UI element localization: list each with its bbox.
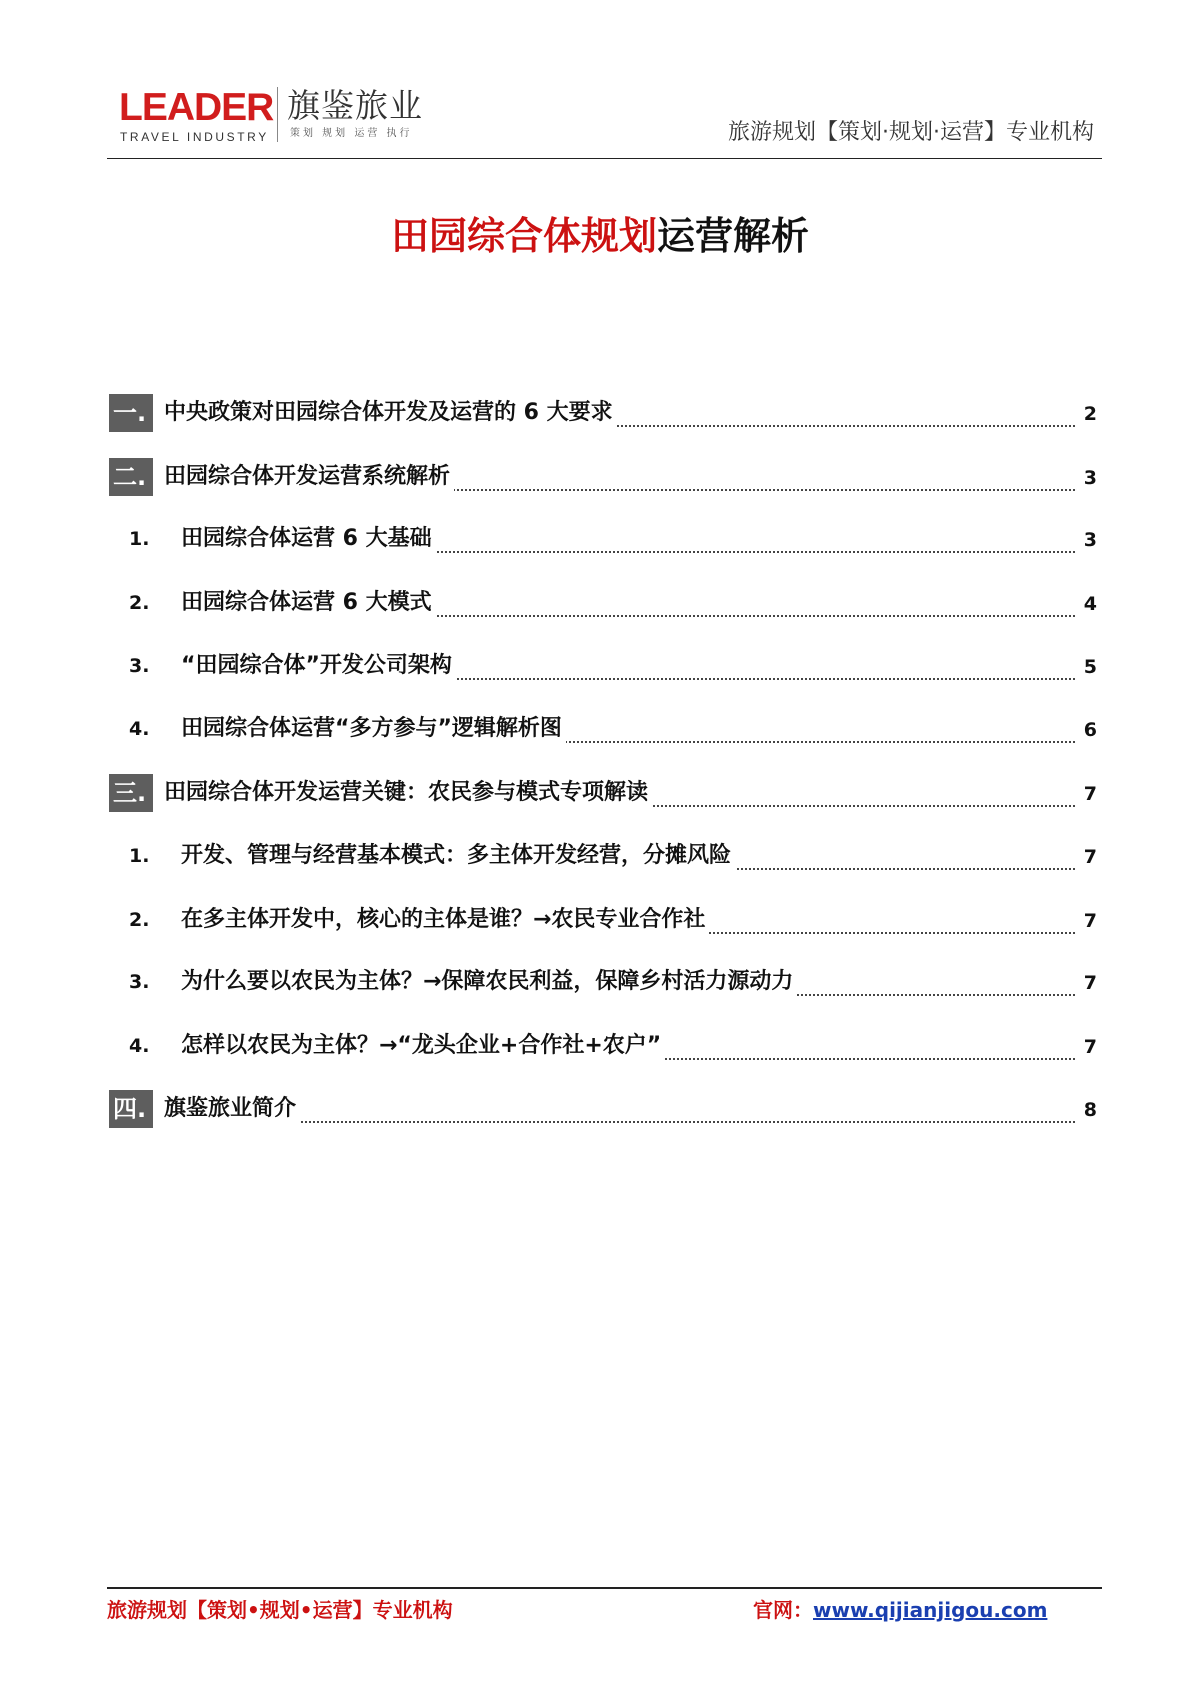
toc-entry-title: 旗鉴旅业简介 [164,1094,300,1124]
page-header [107,84,1102,159]
toc-entry-3-4[interactable] [107,1026,1097,1066]
toc-subsection-number: 4. [129,718,150,740]
toc-section-badge: 三. [109,774,153,812]
toc-page-number: 4 [1083,593,1097,615]
toc-leader-dots [164,1099,1075,1123]
title-black-part: 运营解析 [657,214,810,258]
toc-entry-title: 为什么要以农民为主体？→保障农民利益，保障乡村活力源动力 [181,967,797,997]
toc-entry-title: 开发、管理与经营基本模式：多主体开发经营，分摊风险 [181,841,735,871]
toc-entry-title: 中央政策对田园综合体开发及运营的 6 大要求 [164,398,617,428]
toc-entry-3-2[interactable] [107,900,1097,940]
toc-section-badge: 二. [109,458,153,496]
toc-page-number: 2 [1083,403,1097,425]
toc-subsection-number: 1. [129,528,150,550]
toc-entry-4[interactable] [107,1089,1097,1129]
toc-entry-title: 田园综合体运营 6 大基础 [181,524,436,554]
website-link[interactable]: www.qijianjigou.com [813,1598,1048,1622]
toc-page-number: 7 [1083,783,1097,805]
toc-page-number: 3 [1083,467,1097,489]
logo-subtitle: TRAVEL INDUSTRY [120,130,269,144]
logo-divider [277,87,278,142]
footer-website [753,1597,1047,1623]
toc-section-badge: 四. [109,1090,153,1128]
toc-entry-2[interactable] [107,457,1097,497]
toc-page-number: 7 [1083,1036,1097,1058]
toc-entry-2-3[interactable] [107,646,1097,686]
toc-entry-2-1[interactable] [107,519,1097,559]
toc-subsection-number: 4. [129,1035,150,1057]
toc-entry-title: 怎样以农民为主体？→“龙头企业+合作社+农户” [181,1031,665,1061]
footer-tagline: 旅游规划【策划•规划•运营】专业机构 [107,1598,453,1622]
toc-entry-title: “田园综合体”开发公司架构 [181,651,456,681]
toc-page-number: 8 [1083,1099,1097,1121]
toc-entry-3-3[interactable] [107,962,1097,1002]
toc-subsection-number: 3. [129,971,150,993]
footer-divider [107,1587,1102,1589]
toc-entry-title: 在多主体开发中，核心的主体是谁？→农民专业合作社 [181,905,709,935]
toc-entry-title: 田园综合体开发运营系统解析 [164,462,454,492]
toc-entry-3-1[interactable] [107,836,1097,876]
brand-subtitle: 策划 规划 运营 执行 [290,128,413,139]
toc-entry-title: 田园综合体运营 6 大模式 [181,588,436,618]
toc-subsection-number: 2. [129,909,150,931]
toc-page-number: 6 [1083,719,1097,741]
leader-logo: LEADER [119,86,274,129]
toc-entry-2-4[interactable] [107,709,1097,749]
toc-entry-1[interactable] [107,393,1097,433]
toc-page-number: 7 [1083,972,1097,994]
toc-subsection-number: 2. [129,592,150,614]
brand-name: 旗鉴旅业 [287,86,423,125]
title-red-part: 田园综合体规划 [390,214,657,258]
toc-subsection-number: 1. [129,845,150,867]
toc-subsection-number: 3. [129,655,150,677]
toc-entry-2-2[interactable] [107,583,1097,623]
header-tagline: 旅游规划【策划·规划·运营】专业机构 [728,120,1094,145]
toc-section-badge: 一. [109,394,153,432]
toc-page-number: 5 [1083,656,1097,678]
toc-page-number: 3 [1083,529,1097,551]
toc-entry-title: 田园综合体开发运营关键：农民参与模式专项解读 [164,778,652,808]
toc-page-number: 7 [1083,910,1097,932]
toc-entry-title: 田园综合体运营“多方参与”逻辑解析图 [181,714,566,744]
document-title [0,214,1200,260]
toc-page-number: 7 [1083,846,1097,868]
website-label: 官网： [753,1598,813,1622]
toc-entry-3[interactable] [107,773,1097,813]
